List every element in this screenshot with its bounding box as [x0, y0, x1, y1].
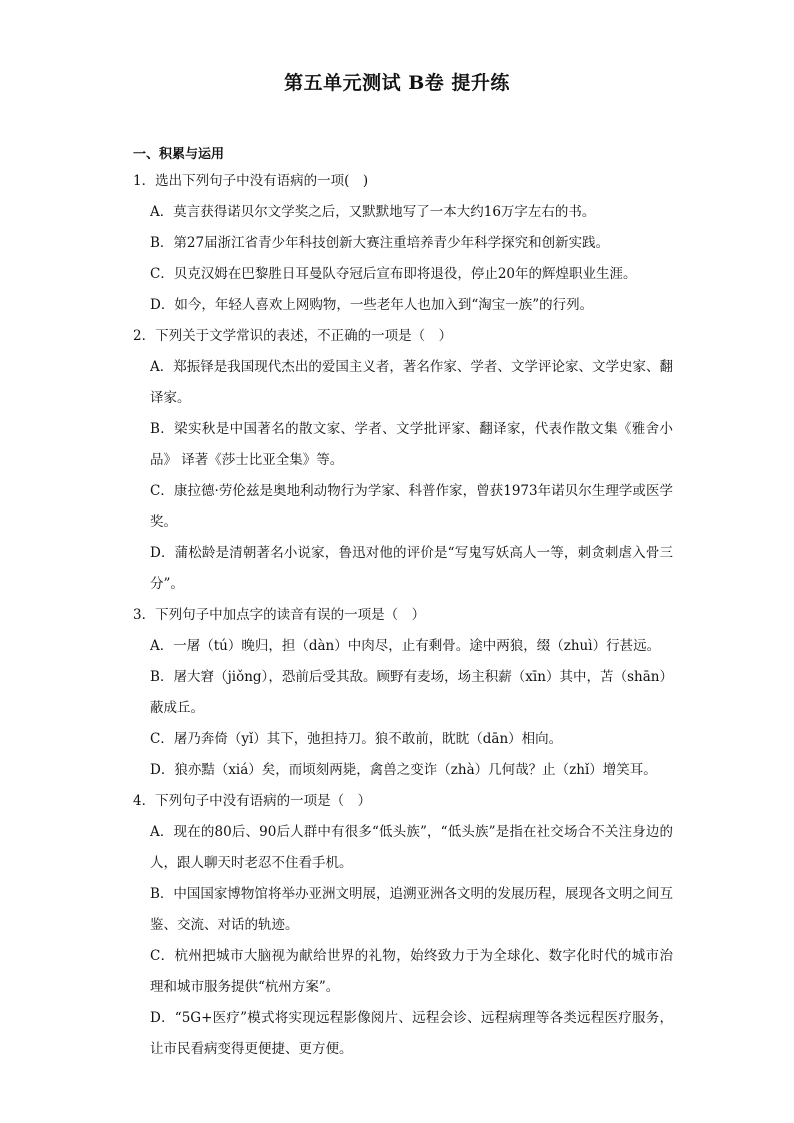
option-d: D．蒲松龄是清朝著名小说家，鲁迅对他的评价是“写鬼写妖高人一等，刺贪刺虐入骨三分”。	[150, 545, 673, 592]
option-d: D．“5G+医疗”模式将实现远程影像阅片、远程会诊、远程病理等各类远程医疗服务，让市民看病变得更便捷、更方便。	[150, 1010, 673, 1057]
section-heading: 一、积累与运用	[133, 147, 225, 162]
question-3	[133, 600, 673, 786]
option-c: C．杭州把城市大脑视为献给世界的礼物，始终致力于为全球化、数字化时代的城市治理和城市服务提供“杭州方案”。	[150, 948, 673, 995]
option-b: B．第27届浙江省青少年科技创新大赛注重培养青少年科学探究和创新实践。	[150, 235, 610, 251]
option-a: A．现在的80后、90后人群中有很多“低头族”，“低头族”是指在社交场合不关注身边的人，跟人聊天时老忍不住看手机。	[150, 824, 673, 871]
document-body	[133, 144, 673, 1065]
option-a: A．郑振铎是我国现代杰出的爱国主义者，著名作家、学者、文学评论家、文学史家、翻译家。	[150, 359, 673, 406]
option-c: C．屠乃奔倚（yǐ）其下，弛担持刀。狼不敢前，眈眈（dān）相向。	[150, 731, 563, 747]
question-stem: 1．选出下列句子中没有语病的一项( )	[133, 173, 369, 189]
option-a: A．莫言获得诺贝尔文学奖之后，又默默地写了一本大约16万字左右的书。	[150, 204, 596, 220]
option-a: A．一屠（tú）晚归，担（dàn）中肉尽，止有剩骨。途中两狼，缀（zhuì）行甚远。	[150, 638, 661, 654]
option-d: D．如今，年轻人喜欢上网购物，一些老年人也加入到“淘宝一族”的行列。	[150, 297, 594, 313]
question-2	[133, 321, 673, 600]
question-stem: 4．下列句子中没有语病的一项是（ ）	[133, 793, 372, 809]
question-stem: 2．下列关于文学常识的表述，不正确的一项是（ ）	[133, 328, 453, 344]
question-1	[133, 166, 673, 321]
option-c: C．贝克汉姆在巴黎胜日耳曼队夺冠后宣布即将退役，停止20年的辉煌职业生涯。	[150, 266, 637, 282]
option-b: B．屠大窘（jiǒng），恐前后受其敌。顾野有麦场，场主积薪（xīn）其中，苫（shān）蔽成丘。	[150, 669, 673, 716]
page-title: 第五单元测试 B卷 提升练	[284, 72, 510, 94]
option-c: C．康拉德·劳伦兹是奥地利动物行为学家、科普作家，曾获1973年诺贝尔生理学或医学奖。	[150, 483, 673, 530]
option-b: B．中国国家博物馆将举办亚洲文明展，追溯亚洲各文明的发展历程，展现各文明之间互鉴、交流、对话的轨迹。	[150, 886, 673, 933]
question-4	[133, 786, 673, 1065]
option-b: B．梁实秋是中国著名的散文家、学者、文学批评家、翻译家，代表作散文集《雅舍小品》 译著《莎士比亚全集》等。	[150, 421, 673, 468]
option-d: D．狼亦黠（xiá）矣，而顷刻两毙，禽兽之变诈（zhà）几何哉？止（zhǐ）增笑耳。	[150, 762, 657, 778]
question-stem: 3．下列句子中加点字的读音有误的一项是（ ）	[133, 607, 426, 623]
